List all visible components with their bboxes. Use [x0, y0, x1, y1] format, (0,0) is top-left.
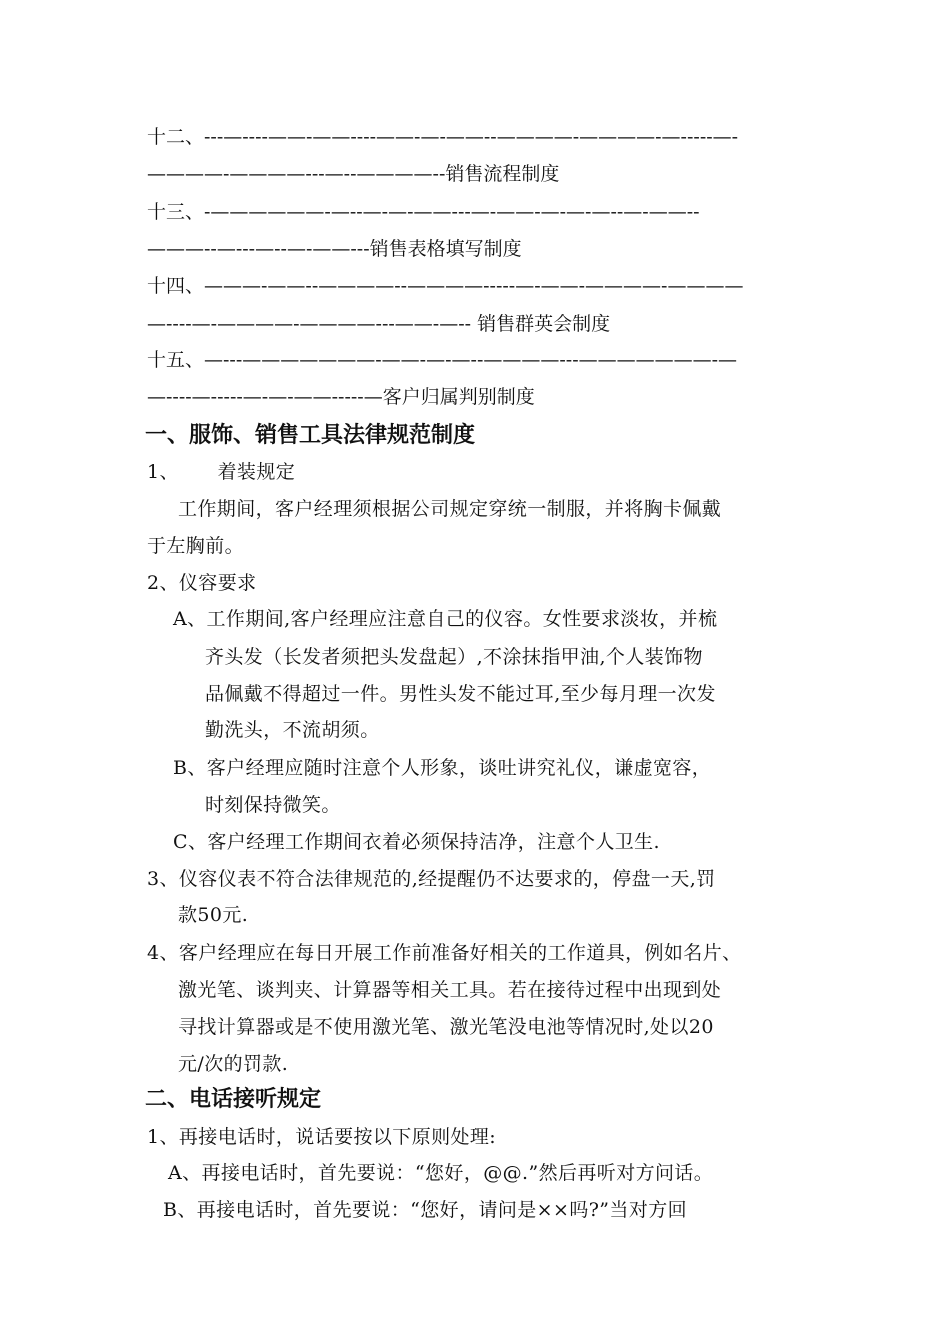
toc-entry-12-line1: 十二、---—----——-——----——-—-——--————-————-—-----—-	[147, 126, 739, 148]
item2-a-line2: 齐头发（长发者须把头发盘起）,不涂抹指甲油,个人装饰物	[205, 646, 703, 668]
toc-entry-12-line2: ————-————---—--————--销售流程制度	[147, 163, 560, 185]
section2-item-b: B、再接电话时，首先要说：“您好，请问是××吗?”当对方回	[163, 1199, 688, 1221]
item3-line2: 款50元.	[178, 904, 249, 926]
item2-a-line3: 品佩戴不得超过一件。男性头发不能过耳,至少每月理一次发	[205, 683, 716, 705]
item1-text-line2: 于左胸前。	[147, 535, 245, 557]
item2-c: C、客户经理工作期间衣着必须保持洁净，注意个人卫生.	[173, 831, 660, 853]
item3-line1: 3、仪容仪表不符合法律规范的,经提醒仍不达要求的，停盘一天,罚	[147, 868, 716, 890]
section2-heading: 二、电话接听规定	[145, 1087, 322, 1112]
toc-entry-14-line1: 十四、———-——--————--————-----—-——-————-————	[147, 275, 744, 297]
section2-item-a: A、再接电话时，首先要说：“您好，@@.”然后再听对方问话。	[168, 1162, 714, 1184]
item2-title: 2、仪容要求	[147, 572, 257, 594]
section2-item1: 1、再接电话时，说话要按以下原则处理:	[147, 1126, 497, 1148]
toc-entry-15-line2: —----—-----—-—-——-----—客户归属判别制度	[147, 386, 535, 408]
item4-line3: 寻找计算器或是不使用激光笔、激光笔没电池等情况时,处以20	[178, 1016, 714, 1038]
item4-line4: 元/次的罚款.	[178, 1053, 289, 1075]
toc-entry-14-line2: —----—-————-————---——-—-- 销售群英会制度	[147, 313, 611, 335]
item2-b-line2: 时刻保持微笑。	[205, 794, 341, 816]
item2-a-line4: 勤洗头，不流胡须。	[205, 719, 380, 741]
item2-a-line1: A、工作期间,客户经理应注意自己的仪容。女性要求淡妆，并梳	[173, 608, 718, 630]
item2-b-line1: B、客户经理应随时注意个人形象，谈吐讲究礼仪，谦虚宽容，	[173, 757, 712, 779]
item4-line1: 4、客户经理应在每日开展工作前准备好相关的工作道具，例如名片、	[147, 942, 742, 964]
item1-title: 1、 着装规定	[147, 461, 296, 483]
toc-entry-15-line1: 十五、—---———————-——-—-—--————---———————-—	[147, 349, 738, 371]
item4-line2: 激光笔、谈判夹、计算器等相关工具。若在接待过程中出现到处	[178, 979, 722, 1001]
item1-text-line1: 工作期间，客户经理须根据公司规定穿统一制服，并将胸卡佩戴	[178, 498, 722, 520]
toc-entry-13-line1: 十三、-——————-—--—-—-——---—-——-—-—-—--—-——--	[147, 201, 700, 223]
toc-entry-13-line2: ———--—---—--—-——---销售表格填写制度	[147, 238, 522, 260]
section1-heading: 一、服饰、销售工具法律规范制度	[145, 423, 476, 448]
